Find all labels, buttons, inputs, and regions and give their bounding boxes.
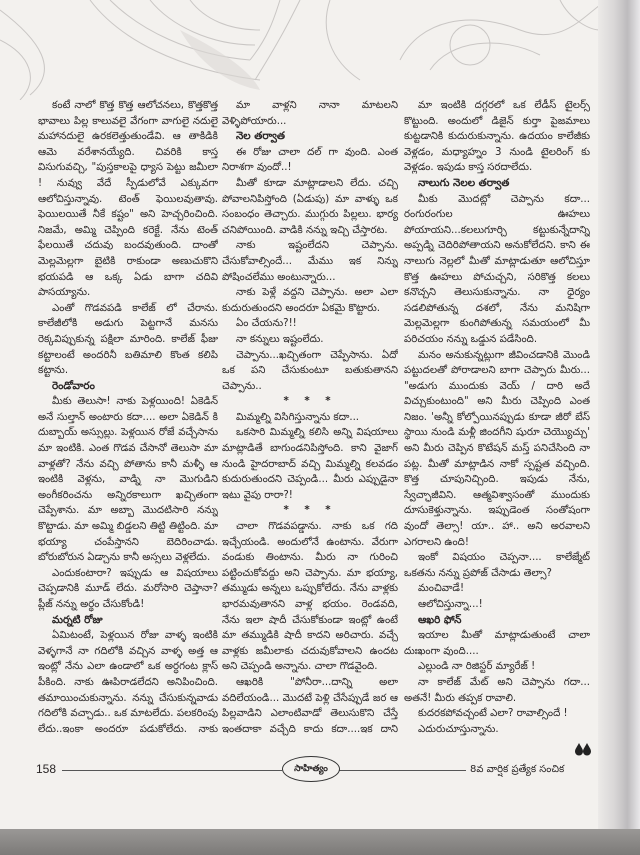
- section-heading: ఆఖరి ఫోన్: [418, 613, 462, 626]
- article-column-1: [38, 98, 218, 738]
- paragraph: ఏం చేయను?!!: [236, 318, 297, 330]
- paragraph: ఈ రోజు చాలా దల్ గా వుంది. ఎంత నిరాశగా వుందో..!: [222, 146, 398, 174]
- article-column-2: [222, 98, 398, 738]
- section-heading: మర్నటి రోజు: [52, 613, 103, 626]
- paragraph: మా ఇంటికి దగ్గరలో ఒక లేడీస్ టైలర్స్ కొట్టుంది. అందులో డిజైన్ కుర్తా పైజమాలు కుట్టడానికి కుదురుకున్నాను. ఉదయం కాలేజీకు వెళ్లడం, మధ్యాహ్నం 3 నుండి టైలరింగ్ కు వెళ్లడం. ఇపుడు కాస్త సరదాలేదు.: [404, 100, 590, 174]
- issue-label: 8వ వార్షిక ప్రత్యేక సంచిక: [470, 764, 565, 775]
- paragraph: మీకు తెలుసా! నాకు పెళ్లయింది! ఏకెడిన్ అనే సుల్తాన్ అంటారు కదా.... అలా ఏకెడిన్ కి దుబ్బాయ్ అస్సుల్లు. పెళ్లయిన రోజే వచ్చేసాను మా ఇంటికి. ఎంత గొడవ చేసానో తెలుసా మా వాళ్లతో? నేను వచ్చి పోతాను కానీ మళ్ళీ ఆ ఇంటికి వెళ్లను, వాడ్ని నా మొగుడిని అంగీకరించను అన్నిరకాలుగా ఖచ్చితంగా చెప్పేశాను. మా అబ్బా మొదటిసారి నన్ను కొట్టాడు. మా అమ్మి బిడ్డలని తిట్టి తిట్టింది. మా భయ్యా చంపేస్తానని బెదిరించాడు. బోరుబోరున ఏడ్చాను కానీ అస్సలు వెళ్లలేదు.: [38, 396, 218, 564]
- paragraph: మీకు మొదట్లో చెప్పాను కదా... రంగురంగుల ఊహలు పోయాయని...కలలుగూర్చి కట్టుకున్నేదాన్ని అప్పడ్ని చెదిరిపోతాయని అనుకోలేదని. కాని ఈ నాలుగు నెల్లలో మీతో మాట్లాడుతూ ఆలోచిస్తూ కొత్త ఊహలు పోచుచ్చని, సరికొత్త కలలు కనొచ్చని తెలుసుకున్నాను. నా ధైర్యం సడలిపోతున్న దశలో, నేను మనిషిగా మెల్లమెల్లగా కుంగిపోతున్న సమయంలో మీ పరిచయం నన్ను ఒడ్డున పడేసింది.: [404, 193, 590, 345]
- floral-ornament-decoration: [0, 0, 600, 100]
- paragraph: ఇయాల మీతో మాట్లాడుతుంటే చాలా దుఃఖంగా వుంది....: [404, 630, 590, 657]
- paragraph: ఎంతో గొడవపడి కాలేజ్ లో చేరాను. కాలేజీలోకి అడుగు పెట్టగానే మనసు రెక్కవిప్పుకున్న పక్షిలా మారింది. కాలేజ్ ఫీజు కట్టాలంటే అందరినీ బతిమాలి కొంత కలిపి కట్టాను.: [38, 302, 218, 377]
- paragraph: [404, 737, 590, 738]
- page-binding-edge: [598, 0, 640, 855]
- paragraph: మా వాళ్లని నానా మాటలని వెళ్ళిపోయారు...: [222, 100, 398, 127]
- section-separator: * * *: [283, 396, 337, 408]
- section-separator: * * *: [283, 505, 337, 517]
- section-heading: రెండోవారం: [52, 379, 95, 392]
- paragraph: ఏమిటంటే, పెళ్లయిన రోజు వాళ్ళ ఇంటికి వెళ్ళగానే నా గదిలోకి వచ్చిన వాళ్ళ అత్త ఆ ఇంట్లో నేను ఎలా ఉండాలో ఒక అర్ధగంట క్లాస్ పీకింది. నాకు ఊపిరాడలేదని అనిపించింది. తమాయించుకున్నాను. నన్ను చేసుకున్నవాడు గదిలోకి వచ్చాడు.. ఒక మాటలేదు. పలకరింపు లేదు..ఇంకా అందరూ పడుకోలేదు. నాకు: [38, 630, 218, 735]
- footer-divider: [62, 770, 282, 771]
- paragraph: నాకు పెళ్లే వద్దని చెప్పాను. అలా ఎలా కుదురుతుందని అందరూ ఏకమై కొట్టారు.: [222, 287, 398, 314]
- paragraph: మనం అనుకున్నట్లుగా జీవించడానికి మొండి పట్టుదలతో పోరాడాలని బాగా చెప్పారు మీరు... "అడుగు ముందుకు వెయ్ / దారి అదే విచ్చుకుంటుంది" అని మీరు చెప్పింది ఎంత నిజం. 'అన్నీ కోల్పోయినప్పుడు కూడా జీరో బేస్ స్థాయి నుండి మళ్లీ జిందగీని షురూ చెయ్యొచ్చు' అని మీరు చెప్పిన కొటేషన్ మస్త్ పనిచేసింది నా పట్ల. మీతో మాట్లాడిన నాకో స్పష్టత వచ్చింది. కొత్త చూపునిచ్చింది. ఇపుడు నేను, స్వేచ్ఛాజీవిని. ఆత్మవిశ్వాసంతో ముందుకు దూసుకెళ్తున్నాను. ఇప్పుడెంత సంతోషంగా వుందో తెల్సా! యా.. హా.. అని అరవాలని ఎగరాలని ఉంది!: [404, 349, 590, 548]
- paragraph: మీతో కూడా మాట్లాడాలని లేదు. చచ్చి పోవాలనిపిస్తోంది (ఏడుపు) మా వాళ్ళు ఒక సంబంధం తెచ్చారు. ముగ్గురు పిల్లలు. భార్య చనిపోయింది. వాడికి నన్ను ఇచ్చి చేస్తారట.: [222, 177, 398, 236]
- paragraph: కంటే నాలో కొత్త కొత్త ఆలోచనలు, కొత్తకొత్త భావాలు పిల్ల కాలువలై వేగంగా వాగులై నదులై మహానదులై ఉరకలెత్తుతుండేవి. ఆ తాకిడికి ఆమె వరేశానయ్యేది. చివరికి కాస్త విసుగువచ్చి, "పుస్తకాలపై ధ్యాస పెట్టు జమీలా ! నువ్వు వేదే స్పీడులోవే ఎక్కువగా ఆలోచిస్తున్నావు. టెంత్ ఫెయిలవుతావు. ఫెయిలయితే నీకే కష్టం" అని హెచ్చరించింది. నిజమే, అమ్మి చెప్పింది కరెక్టే. నేను టెంత్ ఫేలయితే చదువు బందవుతుంది. దాంతో మెల్లమెల్లగా బైటికి రాకుండా అణుచుకొని భయపడి ఆ ఒక్క ఏడు బాగా చదివి పాసయ్యాను.: [38, 100, 218, 299]
- magazine-logo: సాహిత్యం: [282, 756, 340, 782]
- paragraph: ఒకసారి మిమ్మల్ని కలిసి అన్ని విషయాలు మాట్లాడితే బాగుండనిపిస్తోంది. కాని వైజాగ్ నుండి హైదరాబాద్ వచ్చి మిమ్మల్ని కలవడం కుదురుతుందని చెప్పండి... మీరు ఎప్పుడైనా ఇటు వైపు రారా?!: [222, 427, 398, 501]
- paragraph: మంచివాడే!: [418, 583, 465, 595]
- scan-bottom-edge: [0, 829, 640, 855]
- paragraph: నా కన్నులు ఇష్టంలేదు.: [236, 333, 324, 345]
- paragraph: మిమ్మల్ని విసిగిస్తున్నాను కదా...: [236, 411, 360, 423]
- section-heading: నెల తర్వాత: [236, 130, 285, 143]
- paragraph: చాలా గొడవపడ్డాను. నాకు ఒక గది ఇచ్చేయండి. అందులోనే ఉంటాను. వేరుగా వండుకు తింటాను. మీరు నా గురించి పట్టించుకోవద్దు అని చెప్పాను. మా భయ్యా, తమ్ముడు అన్నలు ఒప్పుకోలేదు. నేను వాళ్లకు భారమవుతానని వాళ్ల భయం. రెండవది, నేను ఇలా షాదీ చేసుకోకుండా ఇంట్లో ఉంటే మా తమ్ముడికి షాదీ కాదని అరిచారు. వచ్చే వాళ్లకు జమీలాకు చదువుకోవాలని ఉందట అని చెప్పండి అన్నాను. చాలా గొడవైంది.: [222, 521, 398, 673]
- ink-drops-icon: [574, 742, 592, 756]
- paragraph: ఎదురుచూస్తున్నాను.: [418, 723, 499, 735]
- paragraph: ఎల్లుండి నా రిజిస్టర్ మ్యారేజ్ !: [418, 661, 536, 673]
- paragraph: ఆలోచిస్తున్నా...!: [418, 599, 483, 610]
- article-column-3: [404, 98, 590, 738]
- page-number: 158: [36, 762, 57, 776]
- paragraph: ఇంకో విషయం చెప్పనా.... కాలేజ్మేట్ ఒకతను నన్ను ప్రపోజ్ చేసాడు తెల్సా?: [404, 552, 590, 579]
- paragraph: చెప్పాను...ఖచ్చితంగా చెప్పేసాను. ఏదో ఒక పని చేసుకుంటూ బతుకుతానని చెప్పాను..: [222, 349, 398, 392]
- footer-divider: [338, 770, 466, 771]
- paragraph: కుదరకపోవచ్చంటే ఎలా? రావాల్సిందే !: [418, 708, 568, 720]
- section-heading: నాలుగు నెలల తర్వాత: [418, 176, 510, 189]
- paragraph: నా కాలేజ్ మేట్ అని చెప్పాను గదా... అతనే! మీరు తప్పక రావాలి.: [404, 676, 590, 704]
- paragraph: నాకు ఇష్టంలేదని చెప్పాను. చేసుకోవాల్సిందే... మేము ఇక నిన్ను పోషించలేము అంటున్నారు...: [222, 240, 398, 283]
- paragraph: ఆఖరికి "పోనీరా...దాన్ని అలా వదిలేయండి... మొదటే పెళ్లి చేసేప్పుడే జర ఆ పిల్లవాడిని ఎలాంటివాడో తెలుసుకొని చేస్తే ఇంతదాకా వచ్చేది కాదు కదా....ఇక దాని: [222, 676, 398, 735]
- paragraph: ఎందుకంటారా? ఇప్పుడు ఆ విషయాలు చెప్పడానికి మూడ్ లేదు. మరోసారి చెప్తానా? ప్లీజ్ నన్ను అర్థం చేసుకోండి!: [38, 567, 218, 610]
